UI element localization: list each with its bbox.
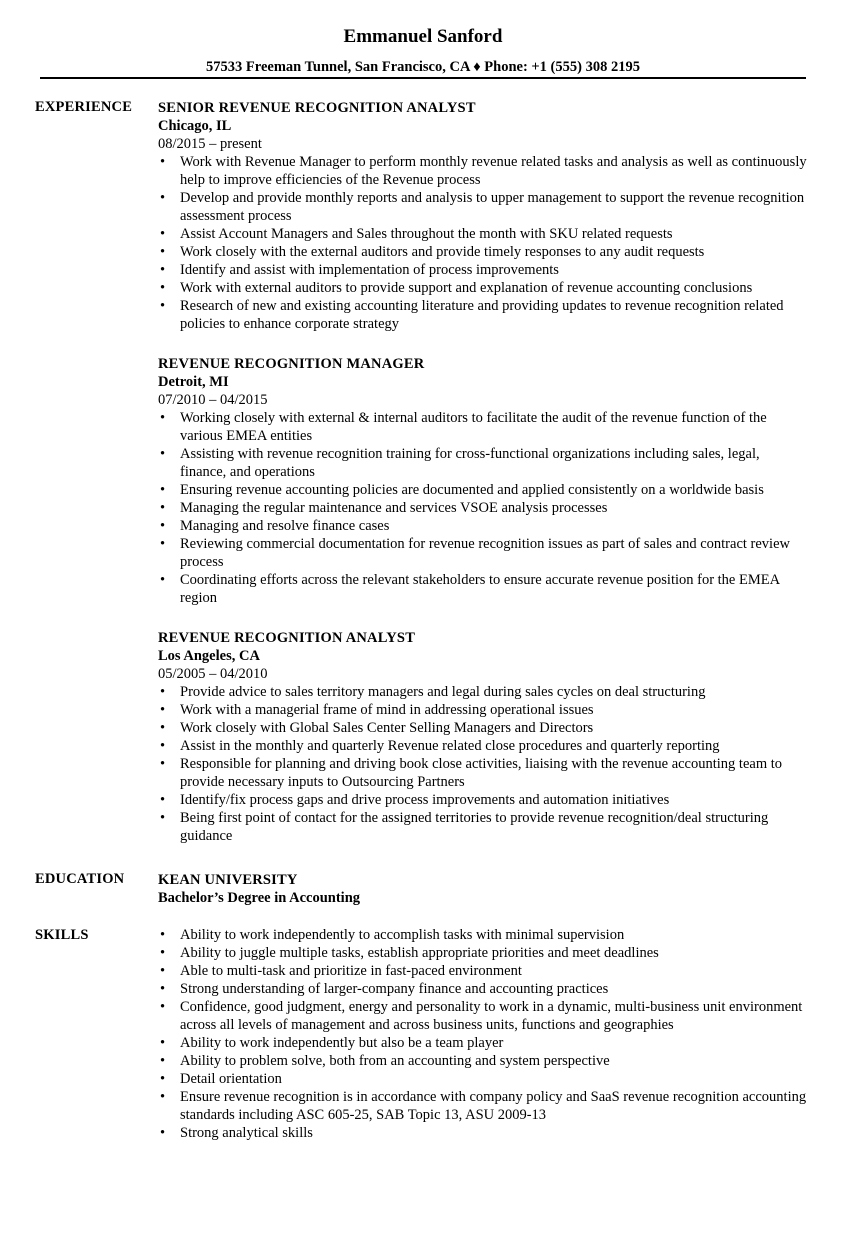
list-item: • Strong understanding of larger-company finance and accounting practices: [158, 980, 808, 998]
list-item: • Work with a managerial frame of mind in addressing operational issues: [158, 701, 808, 719]
section-label-skills: SKILLS: [35, 927, 89, 943]
list-item: • Strong analytical skills: [158, 1124, 808, 1142]
school-name: KEAN UNIVERSITY: [158, 872, 298, 888]
list-item: • Coordinating efforts across the relevant stakeholders to ensure accurate revenue position for the EMEA region: [158, 571, 808, 607]
list-item: • Working closely with external & internal auditors to facilitate the audit of the revenue function of the various EMEA entities: [158, 409, 808, 445]
list-item: • Identify/fix process gaps and drive process improvements and automation initiatives: [158, 791, 808, 809]
list-item: • Research of new and existing accounting literature and providing updates to revenue recognition related policies to enhance corporate strategy: [158, 297, 808, 333]
skills-block: [158, 926, 808, 1142]
list-item: • Confidence, good judgment, energy and personality to work in a dynamic, multi-business unit environment across all levels of management and across business units, functions and geographies: [158, 998, 808, 1034]
list-item: • Ability to juggle multiple tasks, establish appropriate priorities and meet deadlines: [158, 944, 808, 962]
list-item: • Ensuring revenue accounting policies are documented and applied consistently on a worldwide basis: [158, 481, 808, 499]
list-item: • Managing the regular maintenance and services VSOE analysis processes: [158, 499, 808, 517]
job-title: REVENUE RECOGNITION MANAGER: [158, 356, 425, 372]
section-label-experience: EXPERIENCE: [35, 99, 133, 115]
skills-list: [158, 926, 808, 1142]
job-title: REVENUE RECOGNITION ANALYST: [158, 630, 416, 646]
list-item: • Being first point of contact for the assigned territories to provide revenue recognition/deal structuring guidance: [158, 809, 808, 845]
job-entry: [158, 99, 808, 333]
list-item: • Identify and assist with implementation of process improvements: [158, 261, 808, 279]
degree-name: Bachelor’s Degree in Accounting: [158, 890, 361, 906]
list-item: • Work with external auditors to provide support and explanation of revenue accounting conclusions: [158, 279, 808, 297]
job-bullets: [158, 683, 808, 845]
list-item: • Detail orientation: [158, 1070, 808, 1088]
job-dates: 07/2010 – 04/2015: [158, 392, 268, 408]
list-item: • Assist in the monthly and quarterly Revenue related close procedures and quarterly reporting: [158, 737, 808, 755]
education-entry: [158, 871, 808, 907]
job-location: Detroit, MI: [158, 374, 229, 390]
contact-line: 57533 Freeman Tunnel, San Francisco, CA ♦ Phone: +1 (555) 308 2195: [206, 59, 640, 75]
job-entry: [158, 355, 808, 607]
job-bullets: [158, 153, 808, 333]
job-entry: [158, 629, 808, 845]
candidate-name: Emmanuel Sanford: [343, 26, 503, 47]
job-title: SENIOR REVENUE RECOGNITION ANALYST: [158, 100, 476, 116]
list-item: • Work closely with the external auditors and provide timely responses to any audit requests: [158, 243, 808, 261]
job-dates: 05/2005 – 04/2010: [158, 666, 268, 682]
list-item: • Reviewing commercial documentation for revenue recognition issues as part of sales and contract review process: [158, 535, 808, 571]
list-item: • Develop and provide monthly reports and analysis to upper management to support the revenue recognition assessment process: [158, 189, 808, 225]
list-item: • Ability to work independently but also be a team player: [158, 1034, 808, 1052]
list-item: • Able to multi-task and prioritize in fast-paced environment: [158, 962, 808, 980]
list-item: • Ensure revenue recognition is in accordance with company policy and SaaS revenue recognition accounting standards including ASC 605-25, SAB Topic 13, ASU 2009-13: [158, 1088, 808, 1124]
list-item: • Managing and resolve finance cases: [158, 517, 808, 535]
list-item: • Provide advice to sales territory managers and legal during sales cycles on deal structuring: [158, 683, 808, 701]
list-item: • Assisting with revenue recognition training for cross-functional organizations including sales, legal, finance, and operations: [158, 445, 808, 481]
job-location: Los Angeles, CA: [158, 648, 260, 664]
list-item: • Ability to problem solve, both from an accounting and system perspective: [158, 1052, 808, 1070]
list-item: • Work with Revenue Manager to perform monthly revenue related tasks and analysis as well as continuously help to improve efficiencies of the Revenue process: [158, 153, 808, 189]
job-bullets: [158, 409, 808, 607]
list-item: • Work closely with Global Sales Center Selling Managers and Directors: [158, 719, 808, 737]
list-item: • Responsible for planning and driving book close activities, liaising with the revenue accounting team to provide necessary inputs to Outsourcing Partners: [158, 755, 808, 791]
section-label-education: EDUCATION: [35, 871, 125, 887]
list-item: • Ability to work independently to accomplish tasks with minimal supervision: [158, 926, 808, 944]
job-location: Chicago, IL: [158, 118, 232, 134]
job-dates: 08/2015 – present: [158, 136, 262, 152]
header-divider: [40, 77, 806, 79]
list-item: • Assist Account Managers and Sales throughout the month with SKU related requests: [158, 225, 808, 243]
